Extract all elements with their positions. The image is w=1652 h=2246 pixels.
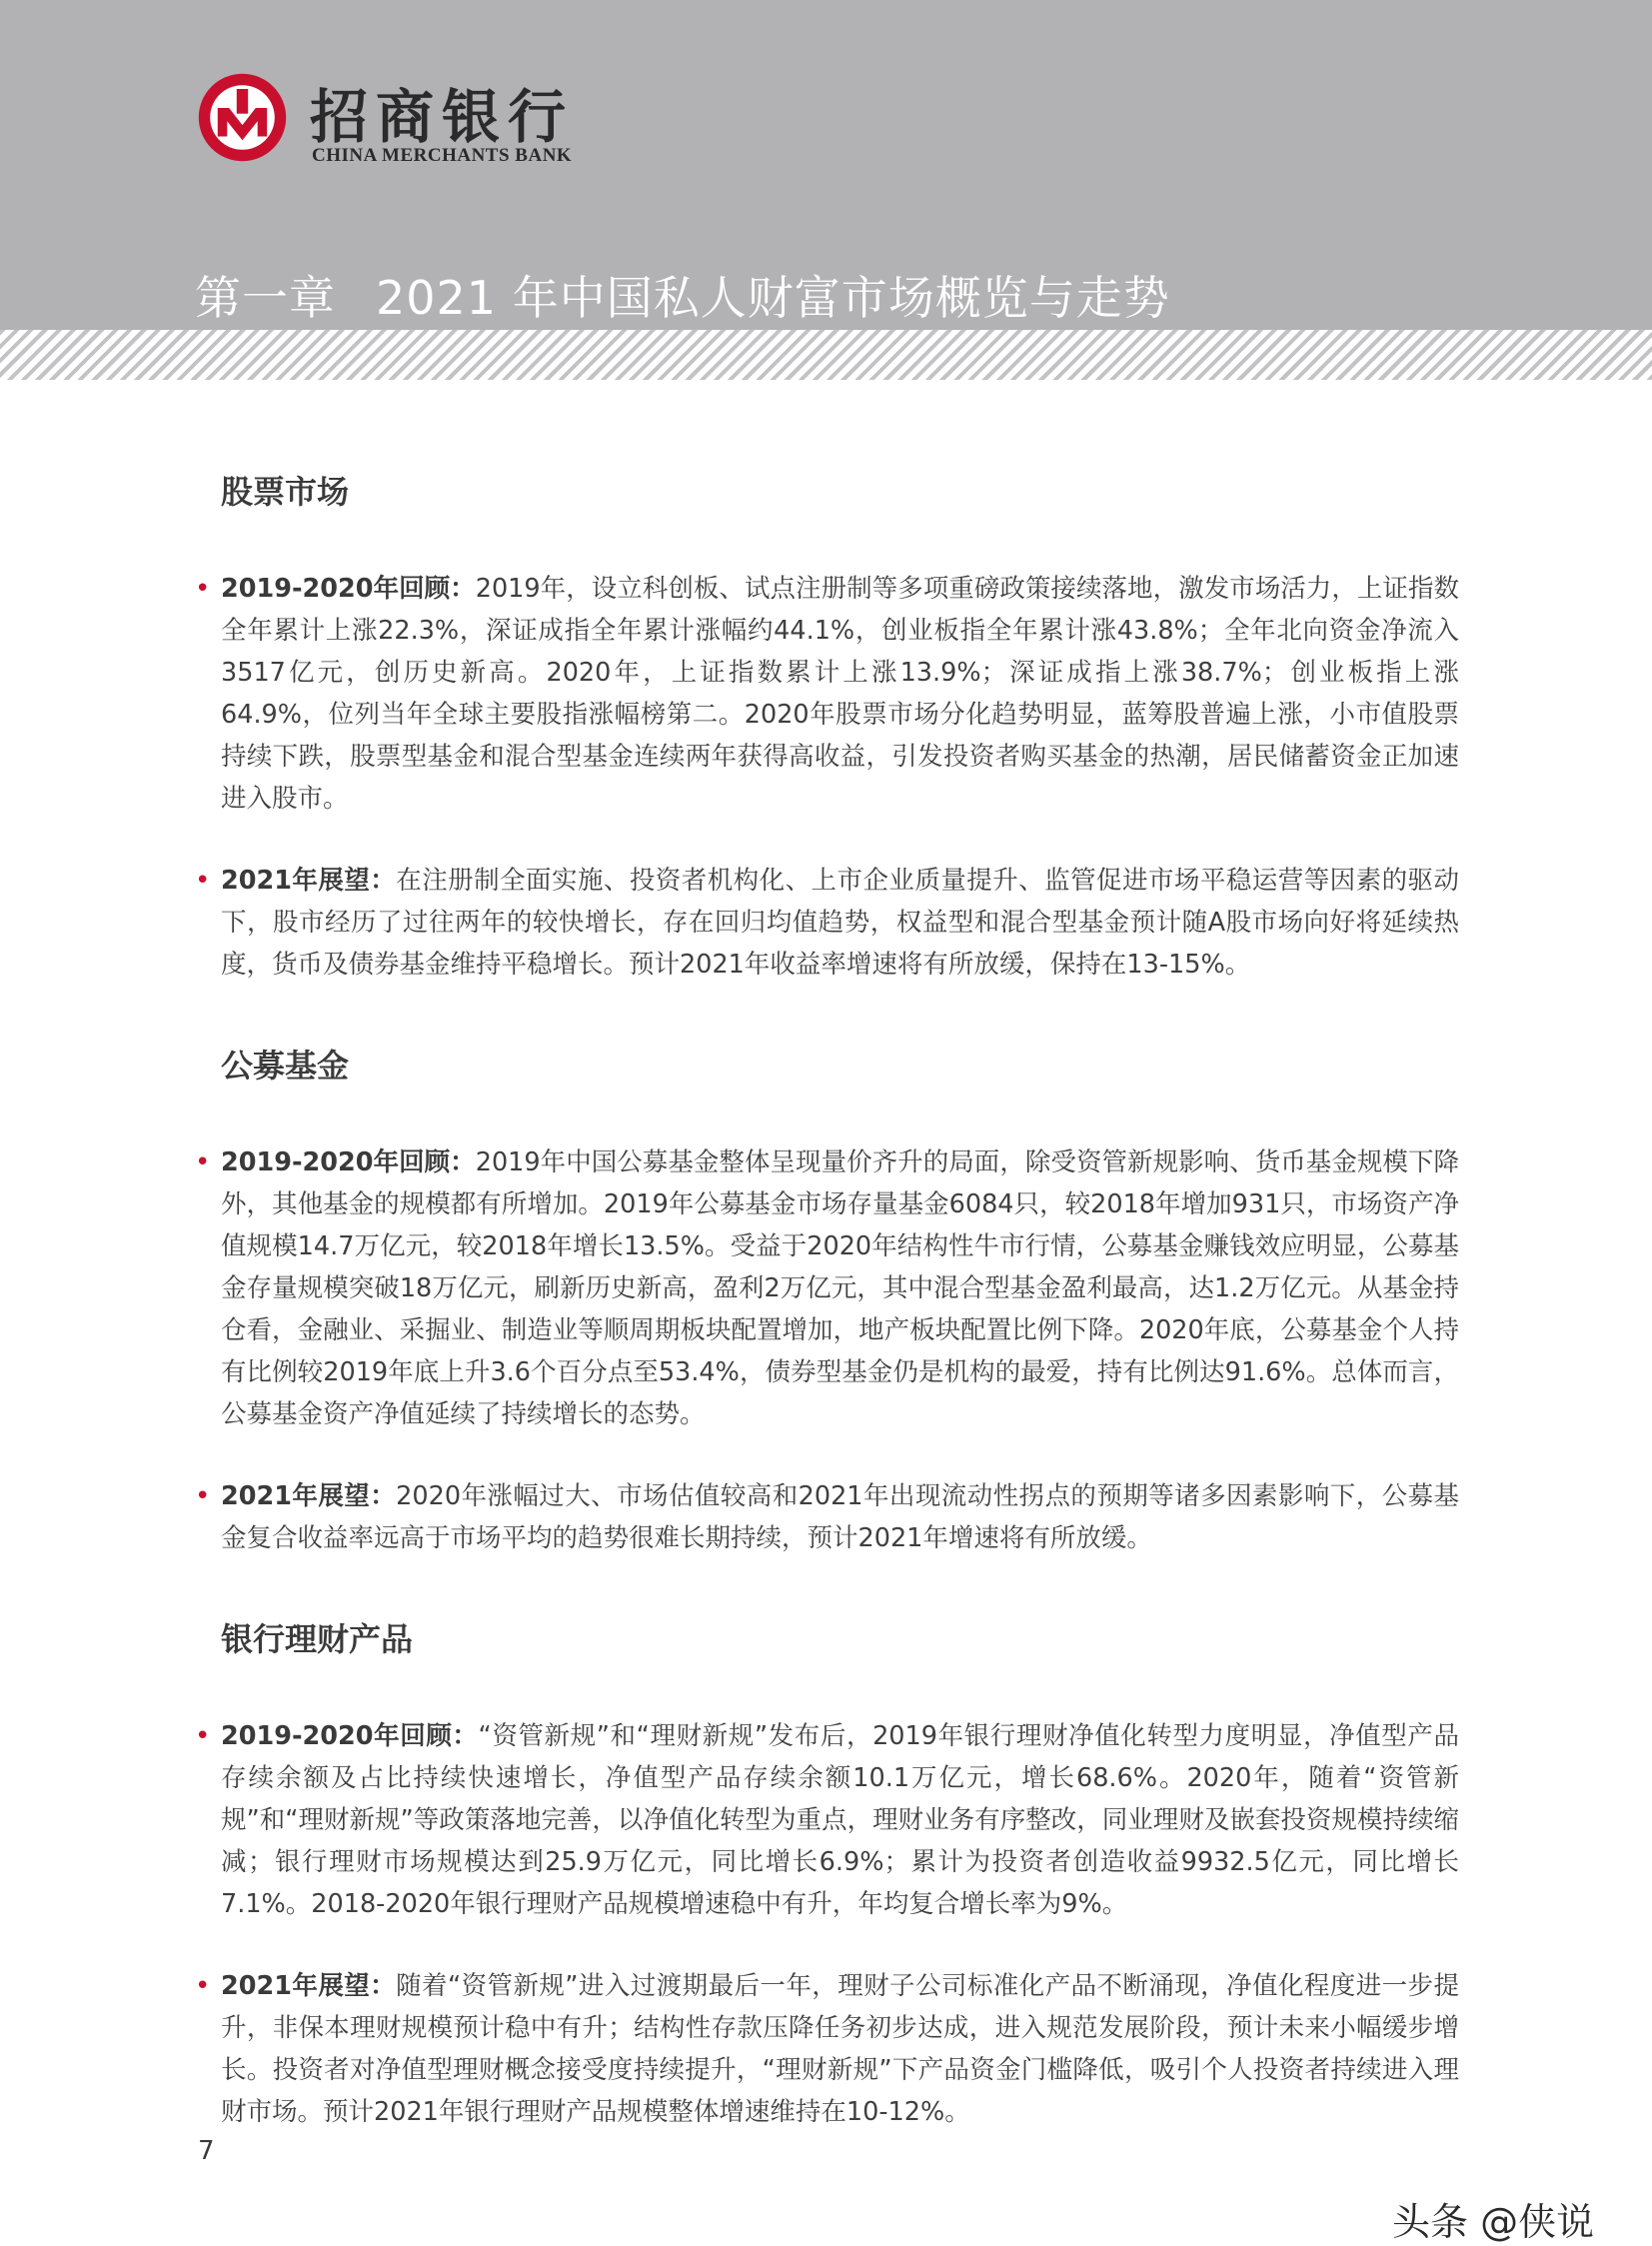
section-bank-wealth-products — [195, 1617, 1459, 2133]
item-text: 2019年，设立科创板、试点注册制等多项重磅政策接续落地，激发市场活力，上证指数全年累计上涨22.3%，深证成指全年累计涨幅约44.1%，创业板指全年累计涨43.8%；全年北向资金净流入3517亿元，创历史新高。2020年，上证指数累计上涨13.9%；深证成指上涨38.7%；创业板指上涨64.9%，位列当年全球主要股指涨幅榜第二。2020年股票市场分化趋势明显，蓝筹股普遍上涨，小市值股票持续下跌，股票型基金和混合型基金连续两年获得高收益，引发投资者购买基金的热潮，居民储蓄资金正加速进入股市。 — [221, 574, 1459, 814]
item-text: 随着“资管新规”进入过渡期最后一年，理财子公司标准化产品不断涌现，净值化程度进一步提升，非保本理财规模预计稳中有升；结构性存款压降任务初步达成，进入规范发展阶段，预计未来小幅缓步增长。投资者对净值型理财概念接受度持续提升，“理财新规”下产品资金门槛降低，吸引个人投资者持续进入理财市场。预计2021年银行理财产品规模整体增速维持在10-12%。 — [221, 1971, 1459, 2127]
item-text: “资管新规”和“理财新规”发布后，2019年银行理财净值化转型力度明显，净值型产品存续余额及占比持续快速增长，净值型产品存续余额10.1万亿元，增长68.6%。2020年，随着“资管新规”和“理财新规”等政策落地完善，以净值化转型为重点，理财业务有序整改，同业理财及嵌套投资规模持续缩减；银行理财市场规模达到25.9万亿元，同比增长6.9%；累计为投资者创造收益9932.5亿元，同比增长7.1%。2018-2020年银行理财产品规模增速稳中有升，年均复合增长率为9%。 — [221, 1721, 1459, 1919]
bullet-icon: • — [195, 1971, 211, 2001]
item-lead: 2019-2020年回顾： — [221, 1147, 476, 1177]
item-lead: 2021年展望： — [221, 1481, 397, 1511]
list-item — [195, 1715, 1459, 1925]
bullet-icon: • — [195, 866, 211, 896]
section-title: 股票市场 — [221, 473, 350, 511]
list-item — [195, 1965, 1459, 2133]
section-title: 公募基金 — [221, 1047, 350, 1085]
item-lead: 2021年展望： — [221, 1971, 397, 2001]
section-title: 银行理财产品 — [221, 1620, 414, 1658]
main-content — [195, 470, 1459, 2191]
section-stock-market — [195, 470, 1459, 986]
list-item — [195, 1141, 1459, 1435]
header-stripe-divider — [0, 330, 1652, 380]
list-item — [195, 1475, 1459, 1559]
bullet-icon: • — [195, 1147, 211, 1177]
bullet-icon: • — [195, 1721, 211, 1751]
list-item — [195, 568, 1459, 820]
cmb-logo-icon — [195, 70, 290, 165]
chapter-title: 2021 年中国私人财富市场概览与走势 — [376, 271, 1170, 325]
bullet-icon: • — [195, 1481, 211, 1511]
item-text: 在注册制全面实施、投资者机构化、上市企业质量提升、监管促进市场平稳运营等因素的驱动下，股市经历了过往两年的较快增长，存在回归均值趋势，权益型和混合型基金预计随A股市场向好将延续热度，货币及债券基金维持平稳增长。预计2021年收益率增速将有所放缓，保持在13-15%。 — [221, 866, 1459, 980]
list-item — [195, 860, 1459, 986]
page-header — [0, 0, 1652, 330]
watermark: 头条 @侠说 — [1392, 2200, 1595, 2244]
bullet-icon: • — [195, 574, 211, 604]
chapter-label: 第一章 — [195, 271, 336, 325]
page-number: 7 — [198, 2136, 215, 2166]
item-lead: 2021年展望： — [221, 866, 397, 896]
item-lead: 2019-2020年回顾： — [221, 1721, 479, 1751]
logo-chinese-name: 招商银行 — [310, 83, 575, 151]
bank-logo — [195, 62, 615, 172]
item-text: 2019年中国公募基金整体呈现量价齐升的局面，除受资管新规影响、货币基金规模下降外，其他基金的规模都有所增加。2019年公募基金市场存量基金6084只，较2018年增加931只，市场资产净值规模14.7万亿元，较2018年增长13.5%。受益于2020年结构性牛市行情，公募基金赚钱效应明显，公募基金存量规模突破18万亿元，刷新历史新高，盈利2万亿元，其中混合型基金盈利最高，达1.2万亿元。从基金持仓看，金融业、采掘业、制造业等顺周期板块配置增加，地产板块配置比例下降。2020年底，公募基金个人持有比例较2019年底上升3.6个百分点至53.4%，债券型基金仍是机构的最爱，持有比例达91.6%。总体而言，公募基金资产净值延续了持续增长的态势。 — [221, 1147, 1459, 1429]
section-public-funds — [195, 1044, 1459, 1559]
chapter-heading — [195, 262, 1170, 328]
item-lead: 2019-2020年回顾： — [221, 574, 476, 604]
item-text: 2020年涨幅过大、市场估值较高和2021年出现流动性拐点的预期等诸多因素影响下，公募基金复合收益率远高于市场平均的趋势很难长期持续，预计2021年增速将有所放缓。 — [221, 1481, 1459, 1553]
logo-english-name: CHINA MERCHANTS BANK — [312, 145, 573, 166]
